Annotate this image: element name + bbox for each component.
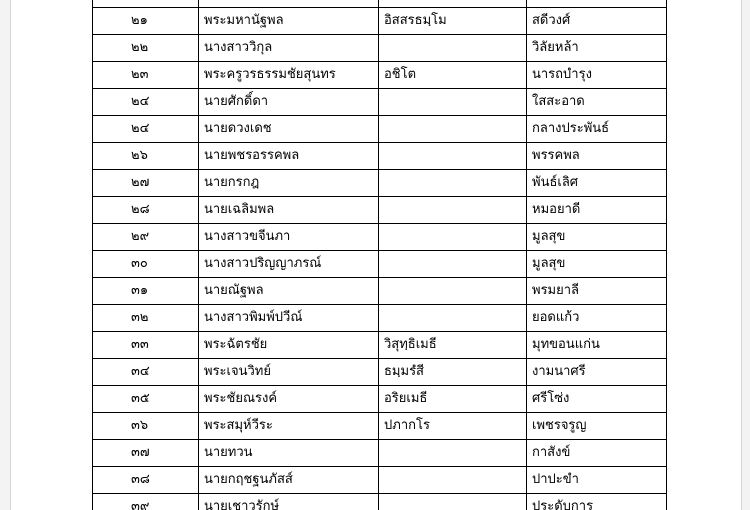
cell-surname: กลางประพันธ์ — [527, 116, 667, 143]
cell-number: ๓๔ — [93, 359, 199, 386]
cell-name: นางสาววิกุล — [199, 35, 379, 62]
document-page — [10, 0, 742, 510]
cell-number: ๓๙ — [93, 494, 199, 510]
table-row — [93, 224, 667, 251]
cell-surname: งามนาศรี — [527, 359, 667, 386]
cell-number: ๓๓ — [93, 332, 199, 359]
table-row — [93, 143, 667, 170]
table-row — [93, 413, 667, 440]
cell-name: พระสมุห์วีระ — [199, 413, 379, 440]
cell-monastic-name — [379, 0, 527, 8]
cell-monastic-name — [379, 440, 527, 467]
cell-number: ๒๗ — [93, 170, 199, 197]
cell-monastic-name — [379, 305, 527, 332]
table-row — [93, 62, 667, 89]
cell-surname: กาสังข์ — [527, 440, 667, 467]
cell-number: ๓๐ — [93, 251, 199, 278]
table-row — [93, 332, 667, 359]
table-body — [93, 0, 667, 510]
cell-surname: พันธ์เลิศ — [527, 170, 667, 197]
cell-surname: ปาปะขำ — [527, 467, 667, 494]
cell-monastic-name: ปภากโร — [379, 413, 527, 440]
cell-number: ๒๒ — [93, 35, 199, 62]
cell-surname: มูลสุข — [527, 251, 667, 278]
cell-surname: มุทขอนแก่น — [527, 332, 667, 359]
cell-name: นายทวน — [199, 440, 379, 467]
cell-name: นายเฉลิมพล — [199, 197, 379, 224]
table-row — [93, 386, 667, 413]
table-row — [93, 8, 667, 35]
cell-monastic-name: วิสุทฺธิเมธี — [379, 332, 527, 359]
cell-monastic-name — [379, 278, 527, 305]
cell-name: นายณัฐพล — [199, 278, 379, 305]
cell-monastic-name — [379, 467, 527, 494]
cell-name: นางสาวขจีนภา — [199, 224, 379, 251]
cell-number: ๓๑ — [93, 278, 199, 305]
cell-name — [199, 0, 379, 8]
cell-surname: ยอดแก้ว — [527, 305, 667, 332]
table-row-partial — [93, 0, 667, 8]
cell-number: ๒๘ — [93, 197, 199, 224]
table-row — [93, 278, 667, 305]
cell-number: ๒๔ — [93, 116, 199, 143]
cell-number: ๓๘ — [93, 467, 199, 494]
table-row — [93, 359, 667, 386]
table-row — [93, 251, 667, 278]
name-list-table — [92, 0, 667, 510]
table-row — [93, 116, 667, 143]
cell-name: พระครูวรธรรมชัยสุนทร — [199, 62, 379, 89]
table-row — [93, 35, 667, 62]
cell-name: นางสาวพิมพ์ปวีณ์ — [199, 305, 379, 332]
table-row — [93, 440, 667, 467]
cell-number: ๒๑ — [93, 8, 199, 35]
cell-monastic-name — [379, 494, 527, 510]
cell-name: นางสาวปริญญาภรณ์ — [199, 251, 379, 278]
cell-surname: วิลัยหล้า — [527, 35, 667, 62]
cell-number — [93, 0, 199, 8]
cell-monastic-name — [379, 143, 527, 170]
cell-monastic-name: อชิโต — [379, 62, 527, 89]
cell-surname: ใสสะอาด — [527, 89, 667, 116]
cell-name: พระเจนวิทย์ — [199, 359, 379, 386]
cell-surname: นารถบำรุง — [527, 62, 667, 89]
cell-number: ๓๕ — [93, 386, 199, 413]
cell-surname — [527, 0, 667, 8]
table-row — [93, 89, 667, 116]
cell-name: นายศักดิ์ดา — [199, 89, 379, 116]
cell-monastic-name — [379, 197, 527, 224]
cell-name: นายดวงเดช — [199, 116, 379, 143]
cell-number: ๒๖ — [93, 143, 199, 170]
cell-surname: มูลสุข — [527, 224, 667, 251]
cell-name: พระมหานัฐพล — [199, 8, 379, 35]
cell-monastic-name — [379, 170, 527, 197]
cell-name: พระชัยณรงค์ — [199, 386, 379, 413]
cell-name: พระฉัตรชัย — [199, 332, 379, 359]
cell-monastic-name: อิสสรธมฺโม — [379, 8, 527, 35]
cell-surname: หมอยาดี — [527, 197, 667, 224]
cell-monastic-name — [379, 224, 527, 251]
cell-name: นายเชาวรักษ์ — [199, 494, 379, 510]
cell-number: ๓๖ — [93, 413, 199, 440]
cell-number: ๓๒ — [93, 305, 199, 332]
cell-surname: พรมยาลี — [527, 278, 667, 305]
cell-name: นายพชรอรรคพล — [199, 143, 379, 170]
cell-monastic-name: อริยเมธี — [379, 386, 527, 413]
table-row — [93, 305, 667, 332]
cell-monastic-name — [379, 35, 527, 62]
cell-name: นายกฤชฐนภัสส์ — [199, 467, 379, 494]
cell-surname: พรรคพล — [527, 143, 667, 170]
cell-number: ๓๗ — [93, 440, 199, 467]
cell-monastic-name: ธมฺมรํสี — [379, 359, 527, 386]
cell-monastic-name — [379, 116, 527, 143]
cell-monastic-name — [379, 89, 527, 116]
cell-surname: ประดับการ — [527, 494, 667, 510]
cell-number: ๒๙ — [93, 224, 199, 251]
cell-number: ๒๓ — [93, 62, 199, 89]
cell-surname: ศรีโซ่ง — [527, 386, 667, 413]
cell-surname: เพชรจรูญ — [527, 413, 667, 440]
cell-monastic-name — [379, 251, 527, 278]
cell-number: ๒๔ — [93, 89, 199, 116]
cell-name: นายกรกฎ — [199, 170, 379, 197]
cell-surname: สดีวงศ์ — [527, 8, 667, 35]
table-row — [93, 494, 667, 510]
table-row — [93, 467, 667, 494]
table-row — [93, 170, 667, 197]
table-row — [93, 197, 667, 224]
